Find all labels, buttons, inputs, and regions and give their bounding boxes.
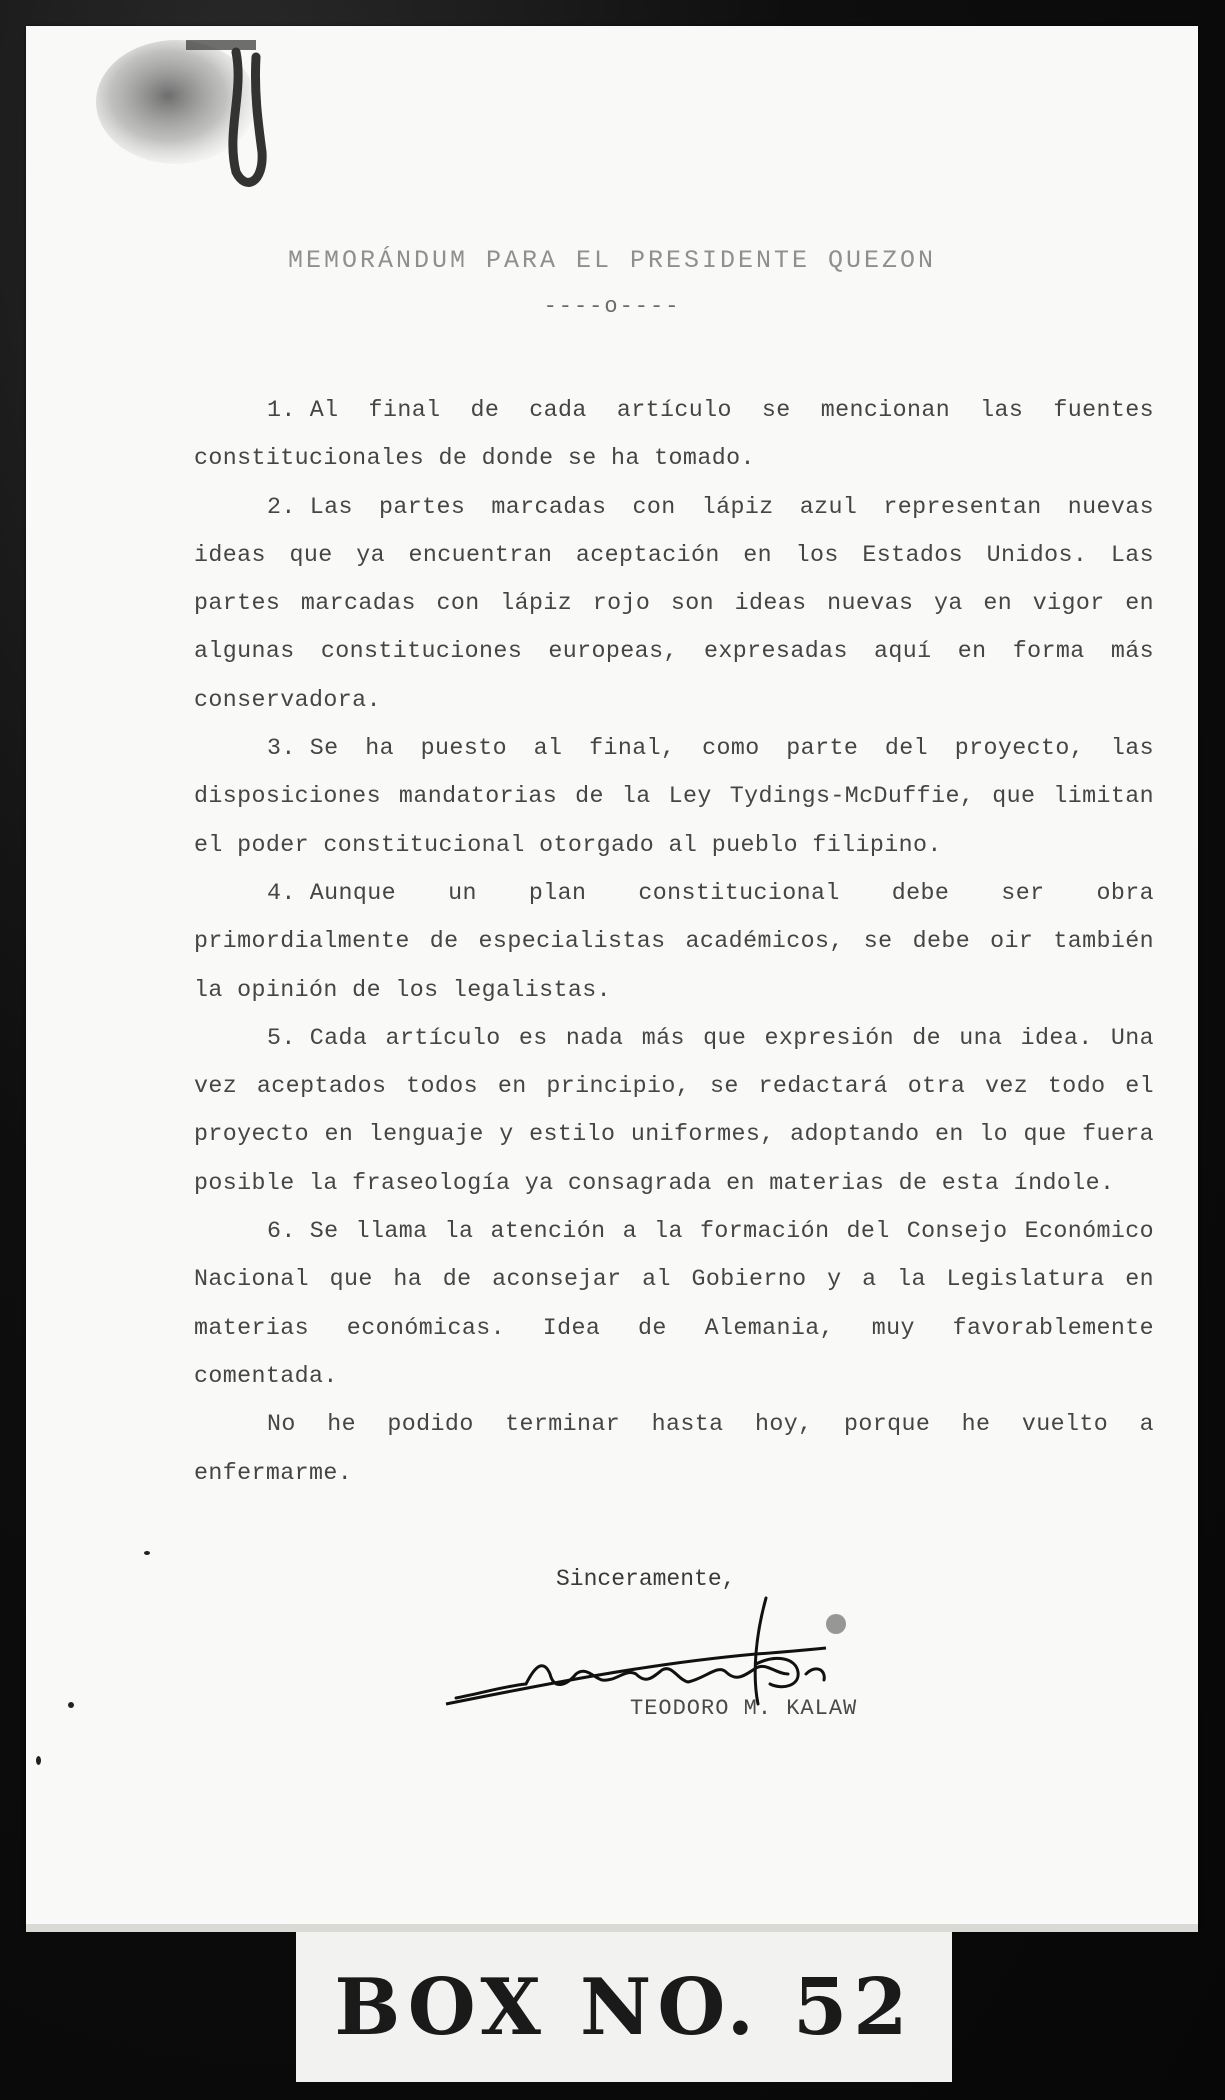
ink-stain — [86, 32, 306, 202]
memo-body — [194, 386, 1154, 1497]
paragraph-closing-note — [194, 1400, 1154, 1497]
handwritten-signature — [426, 1594, 1006, 1754]
paragraph-5 — [194, 1014, 1154, 1207]
page-edge — [26, 1924, 1198, 1932]
paragraph-number: 1. — [267, 397, 296, 423]
paragraph-1 — [194, 386, 1154, 483]
paragraph-number: 6. — [267, 1218, 296, 1245]
paper-speck — [144, 1551, 150, 1555]
paragraph-number: 2. — [267, 493, 296, 520]
paper-speck — [36, 1756, 41, 1765]
paper-speck — [68, 1702, 74, 1708]
paragraph-text: Al final de cada artículo se mencionan las fuentes constitucionales de donde se ha tomado. — [194, 397, 1154, 472]
paragraph-2 — [194, 483, 1154, 724]
signer-name: TEODORO M. KALAW — [630, 1696, 858, 1721]
title-rule: ----o---- — [543, 294, 681, 319]
paragraph-text: Se llama la atención a la formación del Consejo Económico Nacional que ha de aconsejar al Gobierno y a la Legislatura en materias económicas. Idea de Alemania, muy favorablemente comentada. — [194, 1218, 1154, 1389]
paragraph-number: 4. — [267, 879, 296, 906]
paragraph-3 — [194, 724, 1154, 869]
paragraph-4 — [194, 869, 1154, 1014]
paragraph-text: No he podido terminar hasta hoy, porque he vuelto a enfermarme. — [194, 1411, 1154, 1486]
document-title: MEMORÁNDUM PARA EL PRESIDENTE QUEZON — [287, 246, 937, 275]
closing-salutation: Sinceramente, — [556, 1566, 736, 1592]
box-label — [296, 1932, 952, 2082]
paragraph-text: Cada artículo es nada más que expresión de una idea. Una vez aceptados todos en principio, se redactará otra vez todo el proyecto en lenguaje y estilo uniformes, adoptando en lo que fuera posible la fraseología ya consagrada en materias de esta índole. — [194, 1024, 1154, 1196]
paragraph-text: Se ha puesto al final, como parte del proyecto, las disposiciones mandatorias de la Ley Tydings-McDuffie, que limitan el poder constitucional otorgado al pueblo filipino. — [194, 735, 1154, 858]
document-page — [26, 26, 1198, 1930]
box-number-text: BOX NO. 52 — [334, 1961, 914, 2053]
paragraph-number: 5. — [267, 1024, 296, 1051]
paragraph-number: 3. — [267, 735, 296, 762]
paragraph-text: Aunque un plan constitucional debe ser obra primordialmente de especialistas académicos, se debe oir también la opinión de los legalistas. — [194, 879, 1154, 1003]
paragraph-6 — [194, 1207, 1154, 1400]
paragraph-text: Las partes marcadas con lápiz azul representan nuevas ideas que ya encuentran aceptación en los Estados Unidos. Las partes marcadas con lápiz rojo son ideas nuevas ya en vigor en algunas constituciones europeas, expresadas aquí en forma más conservadora. — [194, 493, 1154, 713]
